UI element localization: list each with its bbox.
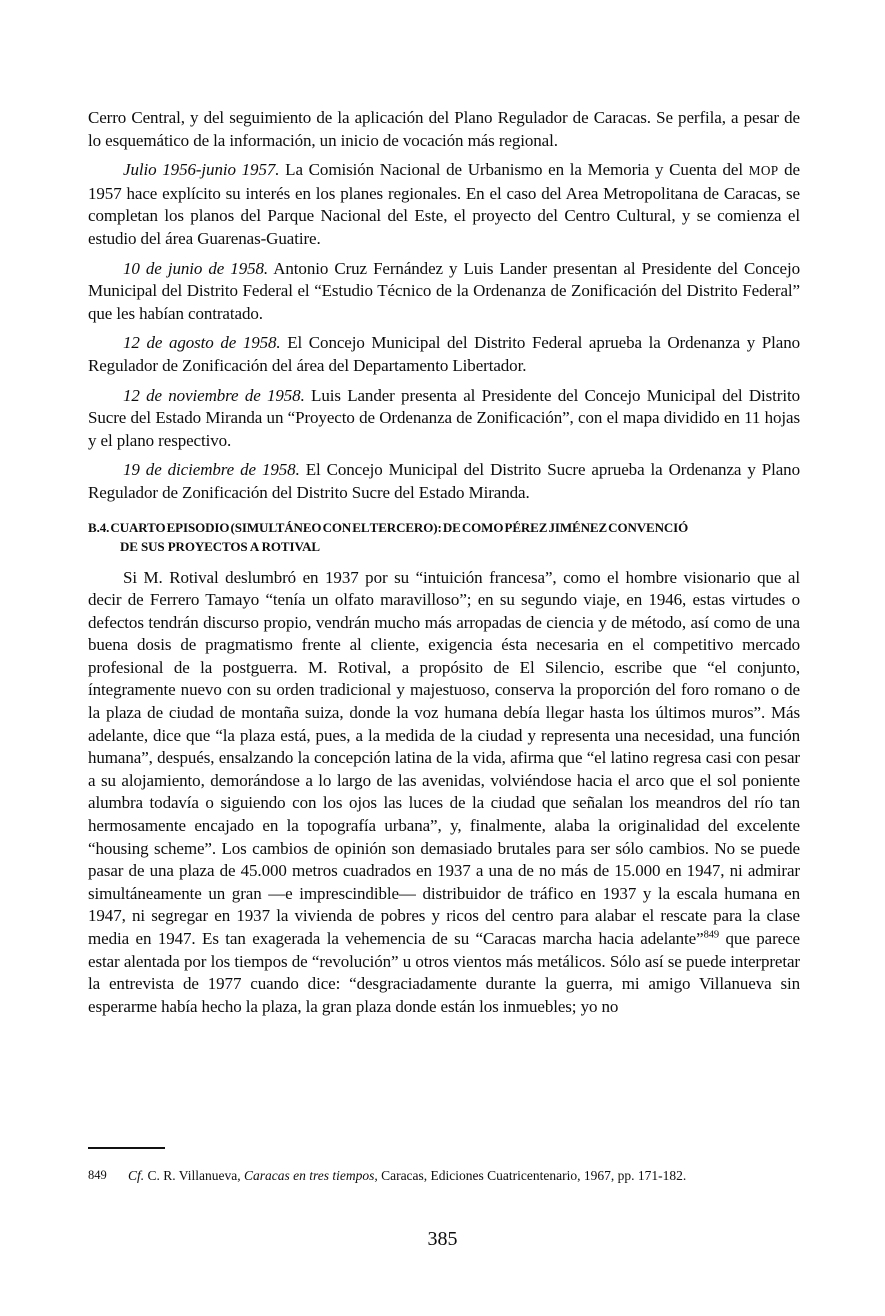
footnote-text	[128, 1167, 803, 1184]
paragraph	[88, 159, 800, 250]
page-body	[88, 107, 800, 1025]
text-segment: El Concejo Municipal del Distrito Federal aprueba la Ordenanza y Plano Regulador de Zonificación del área del Departamento Libertador.	[88, 333, 800, 375]
text-segment: Julio 1956-junio 1957.	[123, 160, 280, 180]
section-heading	[88, 518, 800, 556]
text-segment: Antonio Cruz Fernández y Luis Lander presentan al Presidente del Concejo Municipal del Distrito Federal el “Estudio Técnico de la Ordenanza de Zonificación del Distrito Federal” que les habían contratado.	[88, 258, 800, 323]
footnote	[88, 1167, 803, 1184]
text-segment: , Caracas, Ediciones Cuatricentenario, 1967, pp. 171-182.	[374, 1168, 687, 1183]
section-heading-line: B.4. CUARTO EPISODIO (SIMULTÁNEO CON EL TERCERO): DE COMO PÉREZ JIMÉNEZ CONVENCIÓ	[88, 519, 689, 535]
text-segment: 19 de diciembre de 1958.	[123, 460, 300, 480]
text-segment: Caracas en tres tiempos	[243, 1168, 375, 1183]
paragraph	[88, 385, 800, 453]
text-segment: Luis Lander presenta al Presidente del Concejo Municipal del Distrito Sucre del Estado Miranda un “Proyecto de Ordenanza de Zonificación”, con el mapa dividido en 11 hojas y el plano respectivo.	[88, 385, 800, 450]
paragraph	[88, 258, 800, 326]
footnote-reference: 849	[703, 929, 720, 941]
text-segment: 12 de agosto de 1958.	[123, 333, 281, 353]
text-segment: 12 de noviembre de 1958.	[123, 385, 305, 405]
text-segment: Cf.	[128, 1168, 145, 1183]
paragraph	[88, 459, 800, 504]
text-segment: 10 de junio de 1958.	[123, 258, 269, 278]
text-segment: MOP	[748, 163, 779, 179]
text-segment: Cerro Central, y del seguimiento de la aplicación del Plano Regulador de Caracas. Se perfila, a pesar de lo esquemático de la información, un inicio de vocación más regional.	[88, 108, 800, 150]
paragraph	[88, 567, 800, 1019]
section-heading-line: DE SUS PROYECTOS A ROTIVAL	[120, 538, 320, 554]
page-number: 385	[427, 1228, 458, 1250]
text-segment: El Concejo Municipal del Distrito Sucre aprueba la Ordenanza y Plano Regulador de Zonificación del Distrito Sucre del Estado Miranda.	[88, 460, 800, 502]
text-segment: Si M. Rotival deslumbró en 1937 por su “intuición francesa”, como el hombre visionario que al decir de Ferrero Tamayo “tenía un olfato maravilloso”; en su segundo viaje, en 1946, estas virtudes o defectos tendrán discurso propio, vendrán mucho más arropadas de ciencia y de método, así como de una buena dosis de pragmatismo frente al cliente, exigencia ésta necesaria en el competitivo mercado profesional de la postguerra. M. Rotival, a propósito de El Silencio, escribe que “el conjunto, íntegramente nuevo con su orden tradicional y majestuoso, conserva la proporción del foro romano o de la plaza de ciudad de montaña suiza, donde la voz humana debía llegar hasta los últimos muros”. Más adelante, dice que “la plaza está, pues, a la medida de la ciudad y representa una necesidad, una función humana”, después, ensalzando la concepción latina de la vida, afirma que “el latino regresa casi con pesar a su alojamiento, demorándose a lo largo de las avenidas, volviéndose hacia el arco que el sol poniente alumbra todavía o siguiendo con los ojos las luces de la ciudad que señalan los meandros del río tan hermosamente encajado en la topografía urbana”, y, finalmente, alaba la originalidad del excelente “housing scheme”. Los cambios de opinión son demasiado brutales para ser sólo cambios. No se puede pasar de una plaza de 45.000 metros cuadrados en 1937 a una de no más de 15.000 en 1947, ni admirar simultáneamente un gran —e imprescindible— distribuidor de tráfico en 1937 y la escala humana en 1947, ni segregar en 1937 la vivienda de pobres y ricos del centro para alabar el rescate para la clase media en 1947. Es tan exagerada la vehemencia de su “Caracas marcha hacia adelante”	[88, 567, 800, 948]
paragraph	[88, 332, 800, 377]
text-segment: de 1957 hace explícito su interés en los planes regionales. En el caso del Area Metropolitana de Caracas, se completan los planos del Parque Nacional del Este, el proyecto del Centro Cultural, y se comienza el estudio del área Guarenas-Guatire.	[88, 160, 800, 248]
text-segment: C. R. Villanueva,	[144, 1168, 244, 1183]
text-segment: La Comisión Nacional de Urbanismo en la Memoria y Cuenta del	[279, 160, 749, 180]
footnote-number: 849	[88, 1168, 107, 1182]
text-segment: que parece estar alentada por los tiempos de “revolución” u otros vientos más metálicos. Sólo así se puede interpretar la entrevista de 1977 cuando dice: “desgraciadamente durante la guerra, mi amigo Villanueva sin esperarme había hecho la plaza, la gran plaza donde están los inmuebles; yo no	[88, 929, 800, 1016]
paragraph	[88, 107, 800, 152]
footnote-separator	[88, 1147, 165, 1149]
